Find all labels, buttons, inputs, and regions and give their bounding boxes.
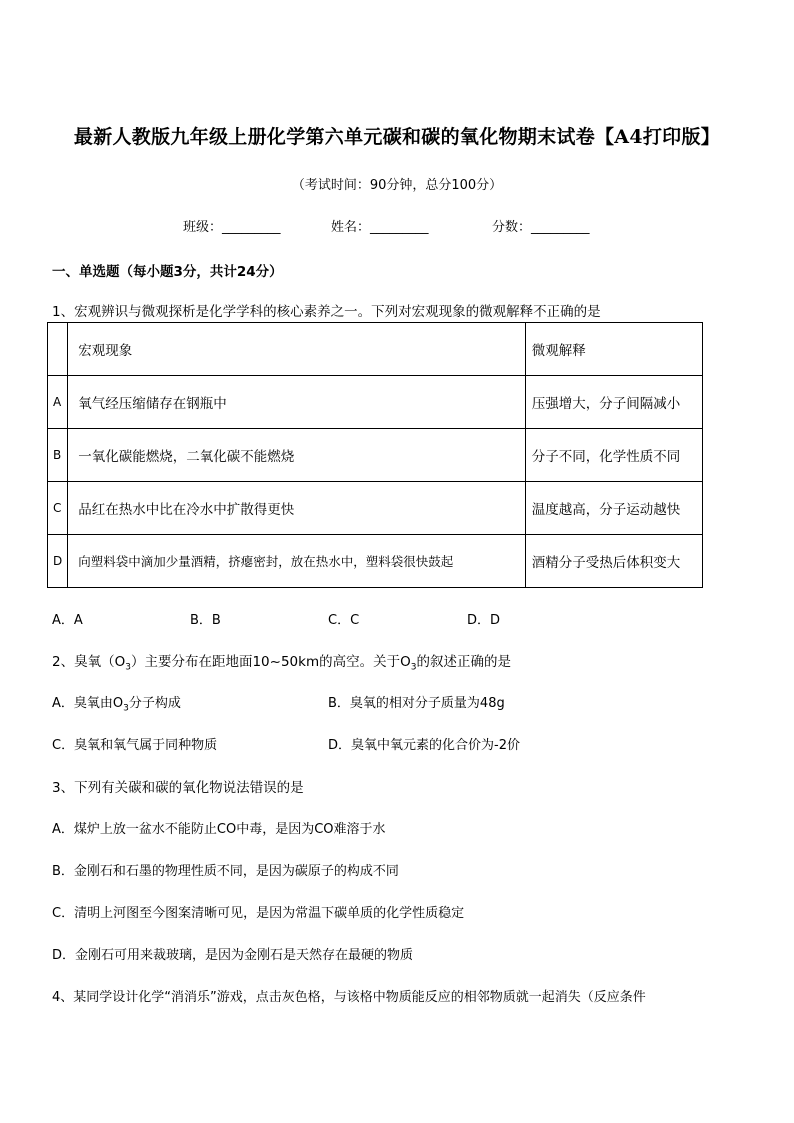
row-micro: 温度越高，分子运动越快 (525, 482, 702, 535)
q2-option-a-part: 分子构成 (128, 696, 181, 711)
q2-option-d: D．臭氧中氧元素的化合价为-2价 (328, 738, 520, 753)
row-micro: 酒精分子受热后体积变大 (525, 535, 702, 588)
question-1-stem: 1、宏观辨识与微观探析是化学学科的核心素养之一。下列对宏观现象的微观解释不正确的是 (52, 304, 601, 320)
q2-subscript: 3 (410, 662, 417, 673)
q2-option-a (52, 692, 181, 714)
q3-option-d: D．金刚石可用来裁玻璃，是因为金刚石是天然存在最硬的物质 (52, 948, 414, 963)
q1-option-c: C．C (328, 613, 360, 628)
q2-stem-part: 2、臭氧（O (52, 654, 126, 670)
table-header-blank (48, 323, 68, 376)
row-macro: 一氧化碳能燃烧，二氧化碳不能燃烧 (68, 429, 526, 482)
q1-option-d: D．D (467, 613, 501, 628)
table-header-row (48, 323, 703, 376)
table-row (48, 429, 703, 482)
row-label: D (48, 535, 68, 588)
table-header-macro: 宏观现象 (68, 323, 526, 376)
row-macro: 氧气经压缩储存在钢瓶中 (68, 376, 526, 429)
question-4-stem: 4、某同学设计化学“消消乐”游戏，点击灰色格，与该格中物质能反应的相邻物质就一起消失（反应条件 (52, 990, 646, 1005)
row-label: A (48, 376, 68, 429)
page-title: 最新人教版九年级上册化学第六单元碳和碳的氧化物期末试卷【A4打印版】 (73, 126, 721, 148)
row-macro: 品红在热水中比在冷水中扩散得更快 (68, 482, 526, 535)
row-label: C (48, 482, 68, 535)
score-label: 分数： (492, 220, 532, 235)
name-field (331, 216, 429, 235)
q2-option-c: C．臭氧和氧气属于同种物质 (52, 738, 218, 753)
q3-option-a: A．煤炉上放一盆水不能防止CO中毒，是因为CO难溶于水 (52, 822, 386, 837)
table-row (48, 535, 703, 588)
question-3-stem: 3、下列有关碳和碳的氧化物说法错误的是 (52, 780, 304, 796)
table-row (48, 376, 703, 429)
row-micro: 分子不同，化学性质不同 (525, 429, 702, 482)
row-macro: 向塑料袋中滴加少量酒精，挤瘪密封，放在热水中，塑料袋很快鼓起 (68, 535, 526, 588)
table-header-micro: 微观解释 (525, 323, 702, 376)
q2-option-a-part: A．臭氧由O (52, 696, 124, 711)
class-label: 班级： (183, 220, 223, 235)
q2-stem-part: ）主要分布在距地面10~50km的高空。关于O (130, 654, 411, 670)
row-micro: 压强增大，分子间隔减小 (525, 376, 702, 429)
name-blank: _________ (370, 220, 429, 235)
q2-subscript: 3 (125, 662, 131, 673)
exam-note: （考试时间：90分钟，总分100分） (291, 178, 503, 193)
q2-option-a-subscript: 3 (123, 703, 129, 714)
class-field (183, 216, 281, 235)
score-blank: _________ (531, 220, 590, 235)
row-label: B (48, 429, 68, 482)
name-label: 姓名： (331, 220, 371, 235)
q2-stem-part: 的叙述正确的是 (416, 654, 511, 670)
q1-option-b: B．B (190, 613, 221, 628)
q1-option-a: A．A (52, 613, 83, 628)
section-heading: 一、单选题（每小题3分，共计24分） (52, 264, 283, 280)
question-2-stem (52, 650, 511, 673)
q2-option-b: B．臭氧的相对分子质量为48g (328, 696, 505, 711)
score-field (492, 216, 590, 235)
question-1-table (47, 322, 703, 588)
q3-option-c: C．清明上河图至今图案清晰可见，是因为常温下碳单质的化学性质稳定 (52, 906, 465, 921)
table-row (48, 482, 703, 535)
class-blank: _________ (222, 220, 281, 235)
q3-option-b: B．金刚石和石墨的物理性质不同，是因为碳原子的构成不同 (52, 864, 399, 879)
